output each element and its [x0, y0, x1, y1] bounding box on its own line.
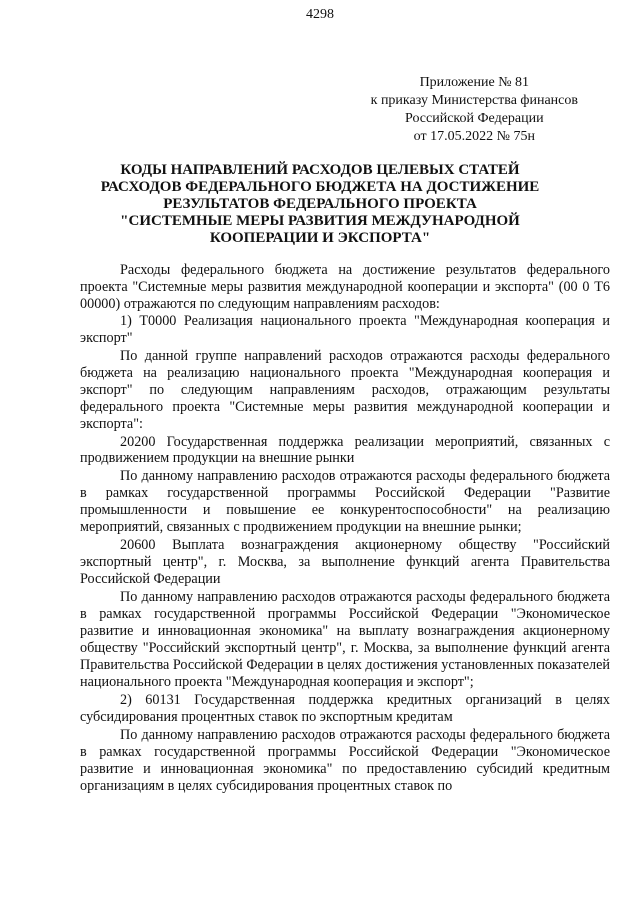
- document-title: [60, 162, 580, 247]
- appendix-line: Приложение № 81: [419, 75, 530, 90]
- title-line: РЕЗУЛЬТАТОВ ФЕДЕРАЛЬНОГО ПРОЕКТА: [163, 196, 477, 212]
- title-line: КОДЫ НАПРАВЛЕНИЙ РАСХОДОВ ЦЕЛЕВЫХ СТАТЕЙ: [120, 162, 520, 178]
- paragraph: По данному направлению расходов отражаются расходы федерального бюджета в рамках государственной программы Российской Федерации "Экономическое развитие и инновационная экономика" по предоставлению субсидий кредитным организациям в целях субсидирования процентных ставок по: [80, 726, 610, 794]
- paragraph: По данному направлению расходов отражаются расходы федерального бюджета в рамках государственной программы Российской Федерации "Экономическое развитие и инновационная экономика" на выплату вознаграждения акционерному обществу "Российский экспортный центр", г. Москва, за выполнение функций агента Правительства Российской Федерации в целях достижения установленных показателей национального проекта "Международная кооперация и экспорт";: [80, 589, 610, 690]
- paragraph: Расходы федерального бюджета на достижение результатов федерального проекта "Системные меры развития международной кооперации и экспорта" (00 0 Т6 00000) отражаются по следующим направлениям расходов:: [80, 262, 610, 312]
- paragraph: 2) 60131 Государственная поддержка кредитных организаций в целях субсидирования процентных ставок по экспортным кредитам: [80, 691, 610, 725]
- page-number: 4298: [306, 7, 334, 22]
- document-body: [80, 262, 610, 795]
- paragraph: По данной группе направлений расходов отражаются расходы федерального бюджета на реализацию национального проекта "Международная кооперация и экспорт" по следующим направлениям расходов, отражающим результаты федерального проекта "Системные меры развития международной кооперации и экспорта":: [80, 347, 610, 432]
- paragraph: 20200 Государственная поддержка реализации мероприятий, связанных с продвижением продукции на внешние рынки: [80, 433, 610, 467]
- paragraph: 20600 Выплата вознаграждения акционерному обществу "Российский экспортный центр", г. Москва, за выполнение функций агента Правительства Российской Федерации: [80, 537, 610, 588]
- appendix-line: к приказу Министерства финансов: [370, 93, 578, 108]
- title-line: "СИСТЕМНЫЕ МЕРЫ РАЗВИТИЯ МЕЖДУНАРОДНОЙ: [120, 213, 520, 229]
- paragraph: По данному направлению расходов отражаются расходы федерального бюджета в рамках государственной программы Российской Федерации "Развитие промышленности и повышение ее конкурентоспособности" на реализацию мероприятий, связанных с продвижением продукции на внешние рынки;: [80, 468, 610, 536]
- appendix-line: Российской Федерации: [405, 111, 544, 126]
- paragraph: 1) Т0000 Реализация национального проекта "Международная кооперация и экспорт": [80, 312, 610, 346]
- appendix-block: [371, 74, 578, 146]
- title-line: РАСХОДОВ ФЕДЕРАЛЬНОГО БЮДЖЕТА НА ДОСТИЖЕНИЕ: [100, 179, 540, 195]
- appendix-line: от 17.05.2022 № 75н: [413, 129, 535, 144]
- title-line: КООПЕРАЦИИ И ЭКСПОРТА": [209, 230, 431, 246]
